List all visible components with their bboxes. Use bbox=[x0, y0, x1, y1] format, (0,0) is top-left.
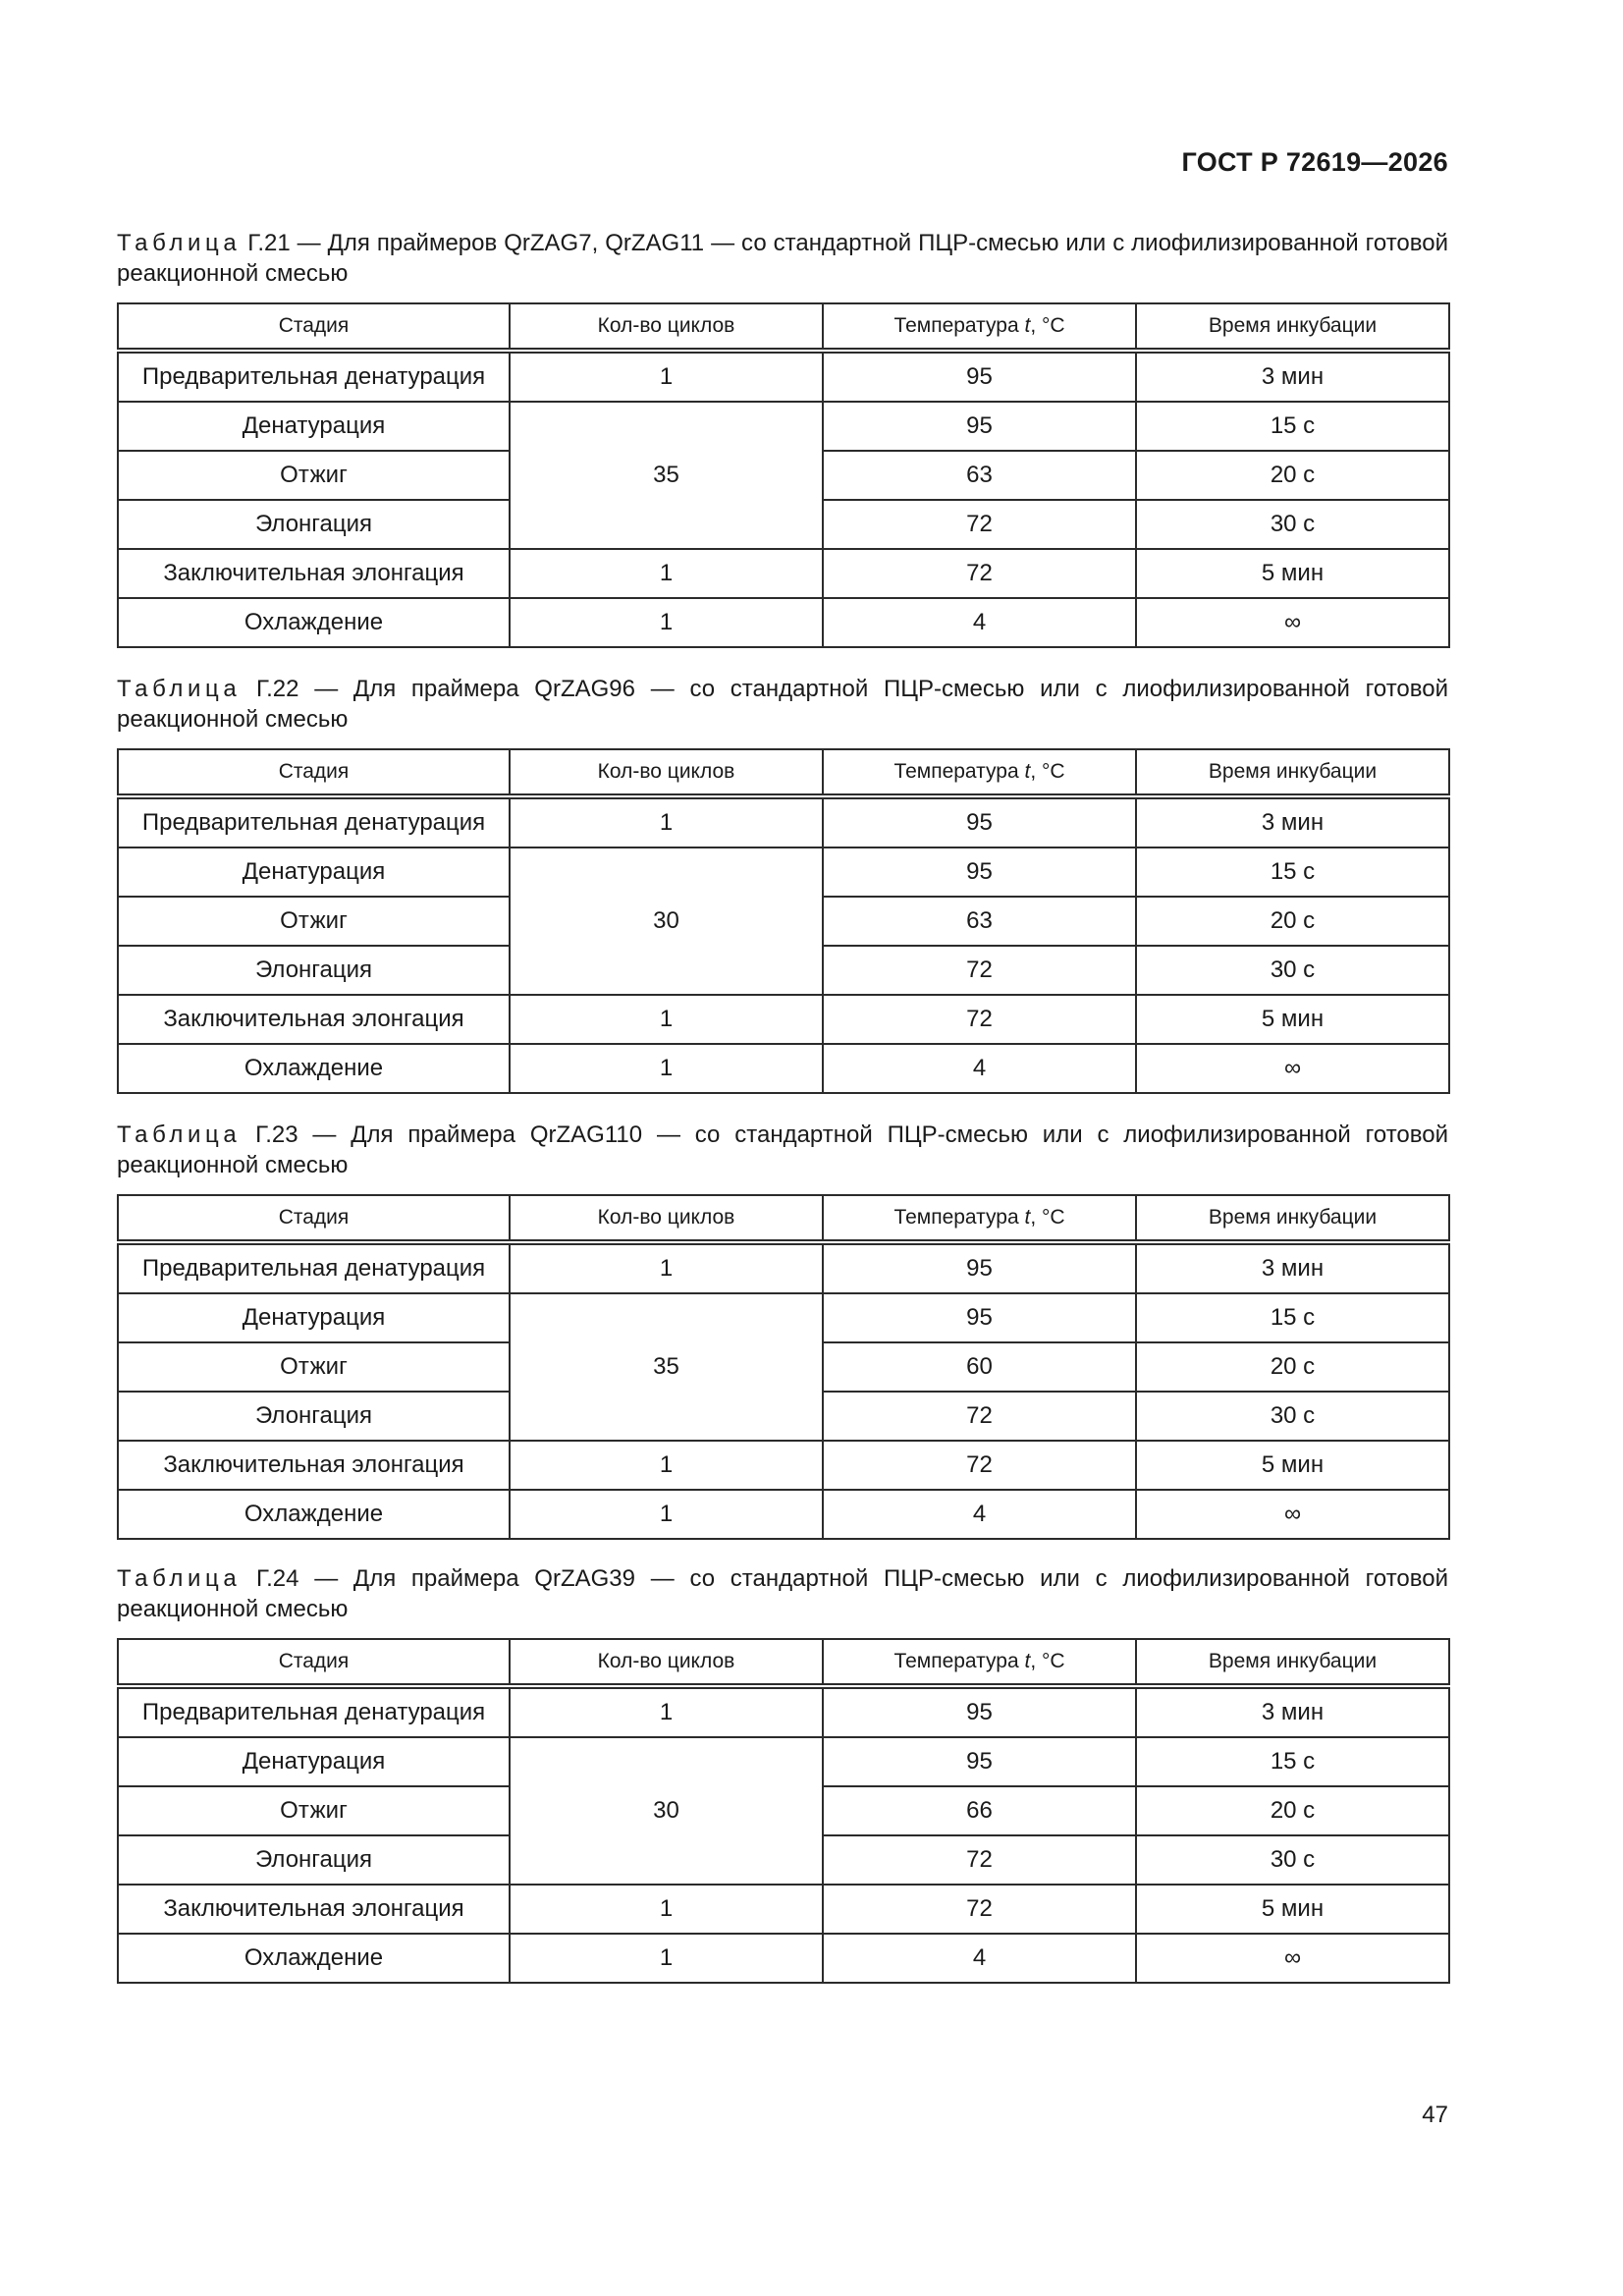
table-row bbox=[118, 1686, 1449, 1737]
stage-cell: Предварительная денатурация bbox=[118, 351, 510, 402]
time-cell: ∞ bbox=[1136, 598, 1449, 647]
temperature-cell: 63 bbox=[823, 451, 1136, 500]
cycles-cell: 1 bbox=[510, 995, 823, 1044]
table-row bbox=[118, 1293, 1449, 1342]
header-stage: Стадия bbox=[118, 1195, 510, 1242]
stage-cell: Отжиг bbox=[118, 1342, 510, 1392]
temperature-cell: 63 bbox=[823, 897, 1136, 946]
table-label: Таблица bbox=[117, 1565, 242, 1592]
stage-cell: Элонгация bbox=[118, 1835, 510, 1885]
header-time: Время инкубации bbox=[1136, 749, 1449, 796]
stage-cell: Предварительная денатурация bbox=[118, 1242, 510, 1293]
table-caption-text: Г.24 — Для праймера QrZAG39 — со стандартной ПЦР-смесью или с лиофилизированной готовой реакционной смесью bbox=[117, 1565, 1448, 1622]
table-row bbox=[118, 1242, 1449, 1293]
table-row bbox=[118, 1885, 1449, 1934]
time-cell: 20 с bbox=[1136, 897, 1449, 946]
header-temperature bbox=[823, 1195, 1136, 1242]
table-row bbox=[118, 796, 1449, 847]
table-row bbox=[118, 847, 1449, 897]
cycles-cell: 1 bbox=[510, 351, 823, 402]
table-label: Таблица bbox=[117, 676, 242, 702]
cycles-cell: 1 bbox=[510, 598, 823, 647]
table-header-row bbox=[118, 1195, 1449, 1242]
table-row bbox=[118, 402, 1449, 451]
time-cell: 15 с bbox=[1136, 1293, 1449, 1342]
pcr-table bbox=[117, 1194, 1450, 1540]
temperature-cell: 95 bbox=[823, 1686, 1136, 1737]
stage-cell: Охлаждение bbox=[118, 1490, 510, 1539]
table-row bbox=[118, 1441, 1449, 1490]
header-cycles: Кол-во циклов bbox=[510, 303, 823, 351]
time-cell: ∞ bbox=[1136, 1934, 1449, 1983]
header-temperature-prefix: Температура bbox=[893, 1650, 1025, 1672]
time-cell: 3 мин bbox=[1136, 351, 1449, 402]
stage-cell: Предварительная денатурация bbox=[118, 1686, 510, 1737]
time-cell: 20 с bbox=[1136, 1786, 1449, 1835]
temperature-cell: 95 bbox=[823, 796, 1136, 847]
header-temperature-prefix: Температура bbox=[893, 1206, 1025, 1229]
temperature-cell: 60 bbox=[823, 1342, 1136, 1392]
header-temperature-var: t bbox=[1024, 1650, 1031, 1672]
temperature-cell: 72 bbox=[823, 1392, 1136, 1441]
temperature-cell: 95 bbox=[823, 402, 1136, 451]
cycles-cell-merged: 35 bbox=[510, 1293, 823, 1441]
stage-cell: Отжиг bbox=[118, 1786, 510, 1835]
time-cell: 20 с bbox=[1136, 1342, 1449, 1392]
table-block-g22 bbox=[117, 674, 1448, 1094]
pcr-table bbox=[117, 1638, 1450, 1984]
time-cell: ∞ bbox=[1136, 1490, 1449, 1539]
stage-cell: Охлаждение bbox=[118, 598, 510, 647]
temperature-cell: 4 bbox=[823, 598, 1136, 647]
standard-designation: ГОСТ Р 72619—2026 bbox=[1181, 147, 1448, 177]
cycles-cell-merged: 30 bbox=[510, 1737, 823, 1885]
table-caption bbox=[117, 1563, 1448, 1624]
stage-cell: Заключительная элонгация bbox=[118, 995, 510, 1044]
cycles-cell: 1 bbox=[510, 1934, 823, 1983]
time-cell: 3 мин bbox=[1136, 1686, 1449, 1737]
page-number: 47 bbox=[1422, 2102, 1448, 2128]
stage-cell: Предварительная денатурация bbox=[118, 796, 510, 847]
stage-cell: Денатурация bbox=[118, 847, 510, 897]
cycles-cell: 1 bbox=[510, 1242, 823, 1293]
header-cycles: Кол-во циклов bbox=[510, 1195, 823, 1242]
header-stage: Стадия bbox=[118, 1639, 510, 1686]
stage-cell: Отжиг bbox=[118, 451, 510, 500]
table-header-row bbox=[118, 749, 1449, 796]
table-caption bbox=[117, 228, 1448, 289]
stage-cell: Денатурация bbox=[118, 1293, 510, 1342]
header-temperature-unit: , °C bbox=[1030, 1206, 1065, 1229]
table-block-g24 bbox=[117, 1563, 1448, 1984]
table-label: Таблица bbox=[117, 1121, 242, 1148]
stage-cell: Элонгация bbox=[118, 1392, 510, 1441]
temperature-cell: 4 bbox=[823, 1934, 1136, 1983]
table-block-g23 bbox=[117, 1120, 1448, 1540]
stage-cell: Заключительная элонгация bbox=[118, 1885, 510, 1934]
table-row bbox=[118, 549, 1449, 598]
header-stage: Стадия bbox=[118, 303, 510, 351]
table-caption-text: Г.21 — Для праймеров QrZAG7, QrZAG11 — со стандартной ПЦР-смесью или с лиофилизированной готовой реакционной смесью bbox=[117, 230, 1448, 287]
temperature-cell: 72 bbox=[823, 946, 1136, 995]
header-temperature-var: t bbox=[1024, 314, 1031, 337]
pcr-table bbox=[117, 748, 1450, 1094]
time-cell: 15 с bbox=[1136, 847, 1449, 897]
temperature-cell: 95 bbox=[823, 1293, 1136, 1342]
table-row bbox=[118, 995, 1449, 1044]
stage-cell: Элонгация bbox=[118, 946, 510, 995]
time-cell: 30 с bbox=[1136, 500, 1449, 549]
table-caption bbox=[117, 674, 1448, 735]
temperature-cell: 72 bbox=[823, 1441, 1136, 1490]
time-cell: 30 с bbox=[1136, 1835, 1449, 1885]
header-temperature bbox=[823, 749, 1136, 796]
table-row bbox=[118, 351, 1449, 402]
cycles-cell: 1 bbox=[510, 549, 823, 598]
temperature-cell: 72 bbox=[823, 549, 1136, 598]
stage-cell: Заключительная элонгация bbox=[118, 1441, 510, 1490]
header-temperature-prefix: Температура bbox=[893, 314, 1025, 337]
time-cell: 30 с bbox=[1136, 1392, 1449, 1441]
time-cell: 5 мин bbox=[1136, 549, 1449, 598]
stage-cell: Отжиг bbox=[118, 897, 510, 946]
cycles-cell: 1 bbox=[510, 1044, 823, 1093]
time-cell: 15 с bbox=[1136, 1737, 1449, 1786]
header-temperature bbox=[823, 1639, 1136, 1686]
header-temperature-prefix: Температура bbox=[893, 760, 1025, 783]
table-row bbox=[118, 1490, 1449, 1539]
temperature-cell: 72 bbox=[823, 1885, 1136, 1934]
header-time: Время инкубации bbox=[1136, 1195, 1449, 1242]
header-time: Время инкубации bbox=[1136, 303, 1449, 351]
temperature-cell: 95 bbox=[823, 847, 1136, 897]
cycles-cell: 1 bbox=[510, 1490, 823, 1539]
stage-cell: Элонгация bbox=[118, 500, 510, 549]
cycles-cell-merged: 30 bbox=[510, 847, 823, 995]
header-temperature-unit: , °C bbox=[1030, 1650, 1065, 1672]
temperature-cell: 72 bbox=[823, 1835, 1136, 1885]
table-caption-text: Г.23 — Для праймера QrZAG110 — со стандартной ПЦР-смесью или с лиофилизированной готовой реакционной смесью bbox=[117, 1121, 1448, 1178]
temperature-cell: 72 bbox=[823, 500, 1136, 549]
cycles-cell: 1 bbox=[510, 1686, 823, 1737]
stage-cell: Охлаждение bbox=[118, 1934, 510, 1983]
time-cell: 15 с bbox=[1136, 402, 1449, 451]
table-row bbox=[118, 598, 1449, 647]
header-cycles: Кол-во циклов bbox=[510, 1639, 823, 1686]
temperature-cell: 4 bbox=[823, 1490, 1136, 1539]
cycles-cell: 1 bbox=[510, 1885, 823, 1934]
table-row bbox=[118, 1737, 1449, 1786]
stage-cell: Денатурация bbox=[118, 1737, 510, 1786]
temperature-cell: 4 bbox=[823, 1044, 1136, 1093]
time-cell: 30 с bbox=[1136, 946, 1449, 995]
temperature-cell: 72 bbox=[823, 995, 1136, 1044]
header-time: Время инкубации bbox=[1136, 1639, 1449, 1686]
time-cell: 5 мин bbox=[1136, 995, 1449, 1044]
time-cell: ∞ bbox=[1136, 1044, 1449, 1093]
header-temperature-var: t bbox=[1024, 1206, 1031, 1229]
table-caption bbox=[117, 1120, 1448, 1180]
table-label: Таблица bbox=[117, 230, 242, 256]
table-block-g21 bbox=[117, 228, 1448, 648]
table-caption-text: Г.22 — Для праймера QrZAG96 — со стандартной ПЦР-смесью или с лиофилизированной готовой реакционной смесью bbox=[117, 676, 1448, 733]
temperature-cell: 95 bbox=[823, 1242, 1136, 1293]
time-cell: 5 мин bbox=[1136, 1885, 1449, 1934]
pcr-table bbox=[117, 302, 1450, 648]
cycles-cell-merged: 35 bbox=[510, 402, 823, 549]
stage-cell: Денатурация bbox=[118, 402, 510, 451]
time-cell: 3 мин bbox=[1136, 1242, 1449, 1293]
header-cycles: Кол-во циклов bbox=[510, 749, 823, 796]
header-temperature-unit: , °C bbox=[1030, 314, 1065, 337]
stage-cell: Охлаждение bbox=[118, 1044, 510, 1093]
header-temperature bbox=[823, 303, 1136, 351]
header-temperature-var: t bbox=[1024, 760, 1031, 783]
table-header-row bbox=[118, 303, 1449, 351]
time-cell: 20 с bbox=[1136, 451, 1449, 500]
temperature-cell: 95 bbox=[823, 351, 1136, 402]
table-row bbox=[118, 1044, 1449, 1093]
header-stage: Стадия bbox=[118, 749, 510, 796]
time-cell: 5 мин bbox=[1136, 1441, 1449, 1490]
temperature-cell: 95 bbox=[823, 1737, 1136, 1786]
cycles-cell: 1 bbox=[510, 796, 823, 847]
cycles-cell: 1 bbox=[510, 1441, 823, 1490]
temperature-cell: 66 bbox=[823, 1786, 1136, 1835]
time-cell: 3 мин bbox=[1136, 796, 1449, 847]
header-temperature-unit: , °C bbox=[1030, 760, 1065, 783]
table-row bbox=[118, 1934, 1449, 1983]
stage-cell: Заключительная элонгация bbox=[118, 549, 510, 598]
table-header-row bbox=[118, 1639, 1449, 1686]
